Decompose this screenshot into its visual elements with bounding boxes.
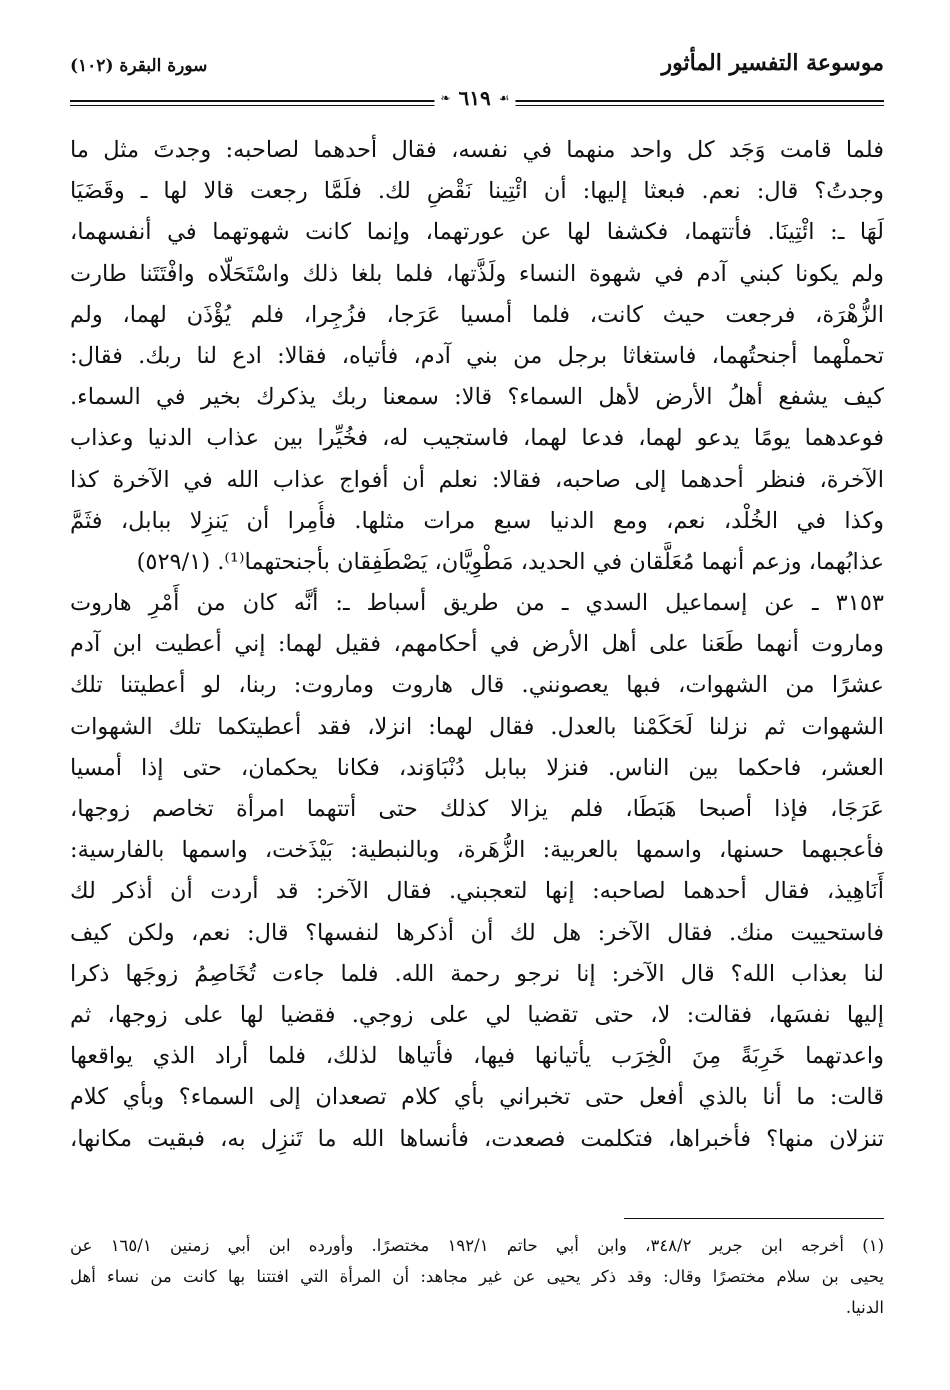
text-line: فأعجبهما حسنها، واسمها بالعربية: الزُّهَرة، وبالنبطية: بَيْذَخت، واسمها بالفارسية: xyxy=(70,837,884,864)
footnote-line: الدنيا. xyxy=(845,1298,884,1317)
ornament-icon: ☙ xyxy=(498,91,510,105)
text-line: فوعدهما يومًا يدعو لهما، فدعا لهما، فاستجيب له، فخُيِّرا بين عذاب الدنيا وعذاب xyxy=(70,425,884,452)
text-line: واعدتهما خَرِبَةً مِنَ الْخِرَب يأتيانها فيها، فأتياها لذلك، فلما أراد الذي يواقعها xyxy=(70,1043,884,1070)
text-line: كيف يشفع أهلُ الأرض لأهل السماء؟ قالا: سمعنا ربك يذكرك بخير في السماء. xyxy=(70,384,884,411)
text-line: عشرًا من الشهوات، فبها يعصونني. قال هاروت وماروت: ربنا، لو أعطيتنا تلك xyxy=(70,672,884,699)
text-line: الزُّهْرَة، فرجعت حيث كانت، فلما أمسيا عَرَجا، فزُجِرا، فلم يُؤْذَن لهما، ولم xyxy=(70,301,884,328)
footnote-line: (١) أخرجه ابن جرير ٣٤٨/٢، وابن أبي حاتم ١٩٢/١ مختصرًا. وأورده ابن أبي زمنين ١٦٥/١ عن xyxy=(70,1236,884,1255)
text-line: الآخرة، فنظر أحدهما إلى صاحبه، فقالا: نعلم أن أفواج عذاب الله في الآخرة كذا xyxy=(70,466,884,493)
text-line: وكذا في الخُلْد، نعم، ومع الدنيا سبع مرات مثلها. فأُمِرا أن يَنزِلا ببابل، فثَمَّ xyxy=(70,507,884,534)
footnote-line: يحيى بن سلام مختصرًا وقال: وقد ذكر يحيى عن غير مجاهد: أن المرأة التي افتتنا بها كانت من نساء أهل xyxy=(70,1267,884,1286)
text-line: الشهوات ثم نزلنا لَحَكَمْنا بالعدل. فقال لهما: انزلا، فقد أعطيتكما تلك الشهوات xyxy=(70,713,884,740)
text-line: فاستحييت منك. فقال الآخر: هل لك أن أذكرها لنفسها؟ قال: نعم، ولكن كيف xyxy=(70,919,884,946)
text-line: إليها نفسَها، فقالت: لا، حتى تقضيا لي على زوجي. فقضيا لها على زوجها، ثم xyxy=(70,1001,884,1028)
text-line: عذابُهما، وزعم أنهما مُعَلَّقان في الحديد، مَطْوِيَّان، يَصْطَفِقان بأجنحتهما⁽¹⁾. (٥٢٩/١) xyxy=(136,548,884,575)
text-line: أَنَاهِيذ، فقال أحدهما لصاحبه: إنها لتعجبني. فقال الآخر: قد أردت أن أذكر لك xyxy=(70,878,884,905)
narration-start-line: ٣١٥٣ ـ عن إسماعيل السدي ـ من طريق أسباط ـ: أنَّه كان من أَمْرِ هاروت xyxy=(70,590,884,617)
text-line: العشر، فاحكما بين الناس. فنزلا ببابل دُنْبَاوَند، فكانا يحكمان، حتى إذا أمسيا xyxy=(70,754,884,781)
text-line: عَرَجَا، فإذا أصبحا هَبَطَا، فلم يزالا كذلك حتى أتتهما امرأة تخاصم زوجها، xyxy=(70,796,884,822)
text-line: تنزلان منها؟ فأخبراها، فتكلمت فصعدت، فأنساها الله ما تَنزِل به، فبقيت مكانها، xyxy=(70,1125,884,1152)
surah-title: سورة البقرة (١٠٢) xyxy=(70,56,208,76)
text-line: لنا بعذاب الله؟ قال الآخر: إنا نرجو رحمة الله. فلما جاءت تُخَاصِمُ زوجَها ذكرا xyxy=(70,960,884,987)
text-line: قالت: ما أنا بالذي أفعل حتى تخبراني بأي كلام تصعدان إلى السماء؟ وبأي كلام xyxy=(70,1084,884,1111)
text-line: وماروت أنهما طَعَنا على أهل الأرض في أحكامهم، فقيل لهما: إني أعطيت ابن آدم xyxy=(70,631,884,658)
text-line: ولم يكونا كبني آدم في شهوة النساء ولَذَّتها، فلما بلغا ذلك واسْتَحَلّاه وافْتَتَنا طارت xyxy=(70,260,884,287)
ornament-icon: ❧ xyxy=(440,91,451,105)
page-number-block xyxy=(434,86,515,110)
text-line: لَهَا ـ: ائْتِينَا. فأتتهما، فكشفا لها عن عورتهما، وإنما كانت شهوتهما في أنفسهما، xyxy=(70,219,884,246)
footnotes xyxy=(70,1230,884,1323)
page-number: ٦١٩ xyxy=(458,86,491,110)
book-title: موسوعة التفسير المأثور xyxy=(661,50,884,76)
text-line: فلما قامت وَجَد كل واحد منهما في نفسه، فقال أحدهما لصاحبه: وجدتَ مثل ما xyxy=(70,137,884,163)
footnote-separator xyxy=(624,1218,884,1219)
body-text xyxy=(70,130,884,1160)
text-line: وجدتُ؟ قال: نعم. فبعثا إليها: أن ائْتِينا نَقْضِ لك. فلَمَّا رجعت قالا لها ـ وقَضَيَا xyxy=(70,178,884,205)
text-line: تحملْهما أجنحتُهما، فاستغاثا برجل من بني آدم، فأتياه، فقالا: ادع لنا ربك. فقال: xyxy=(70,342,884,369)
